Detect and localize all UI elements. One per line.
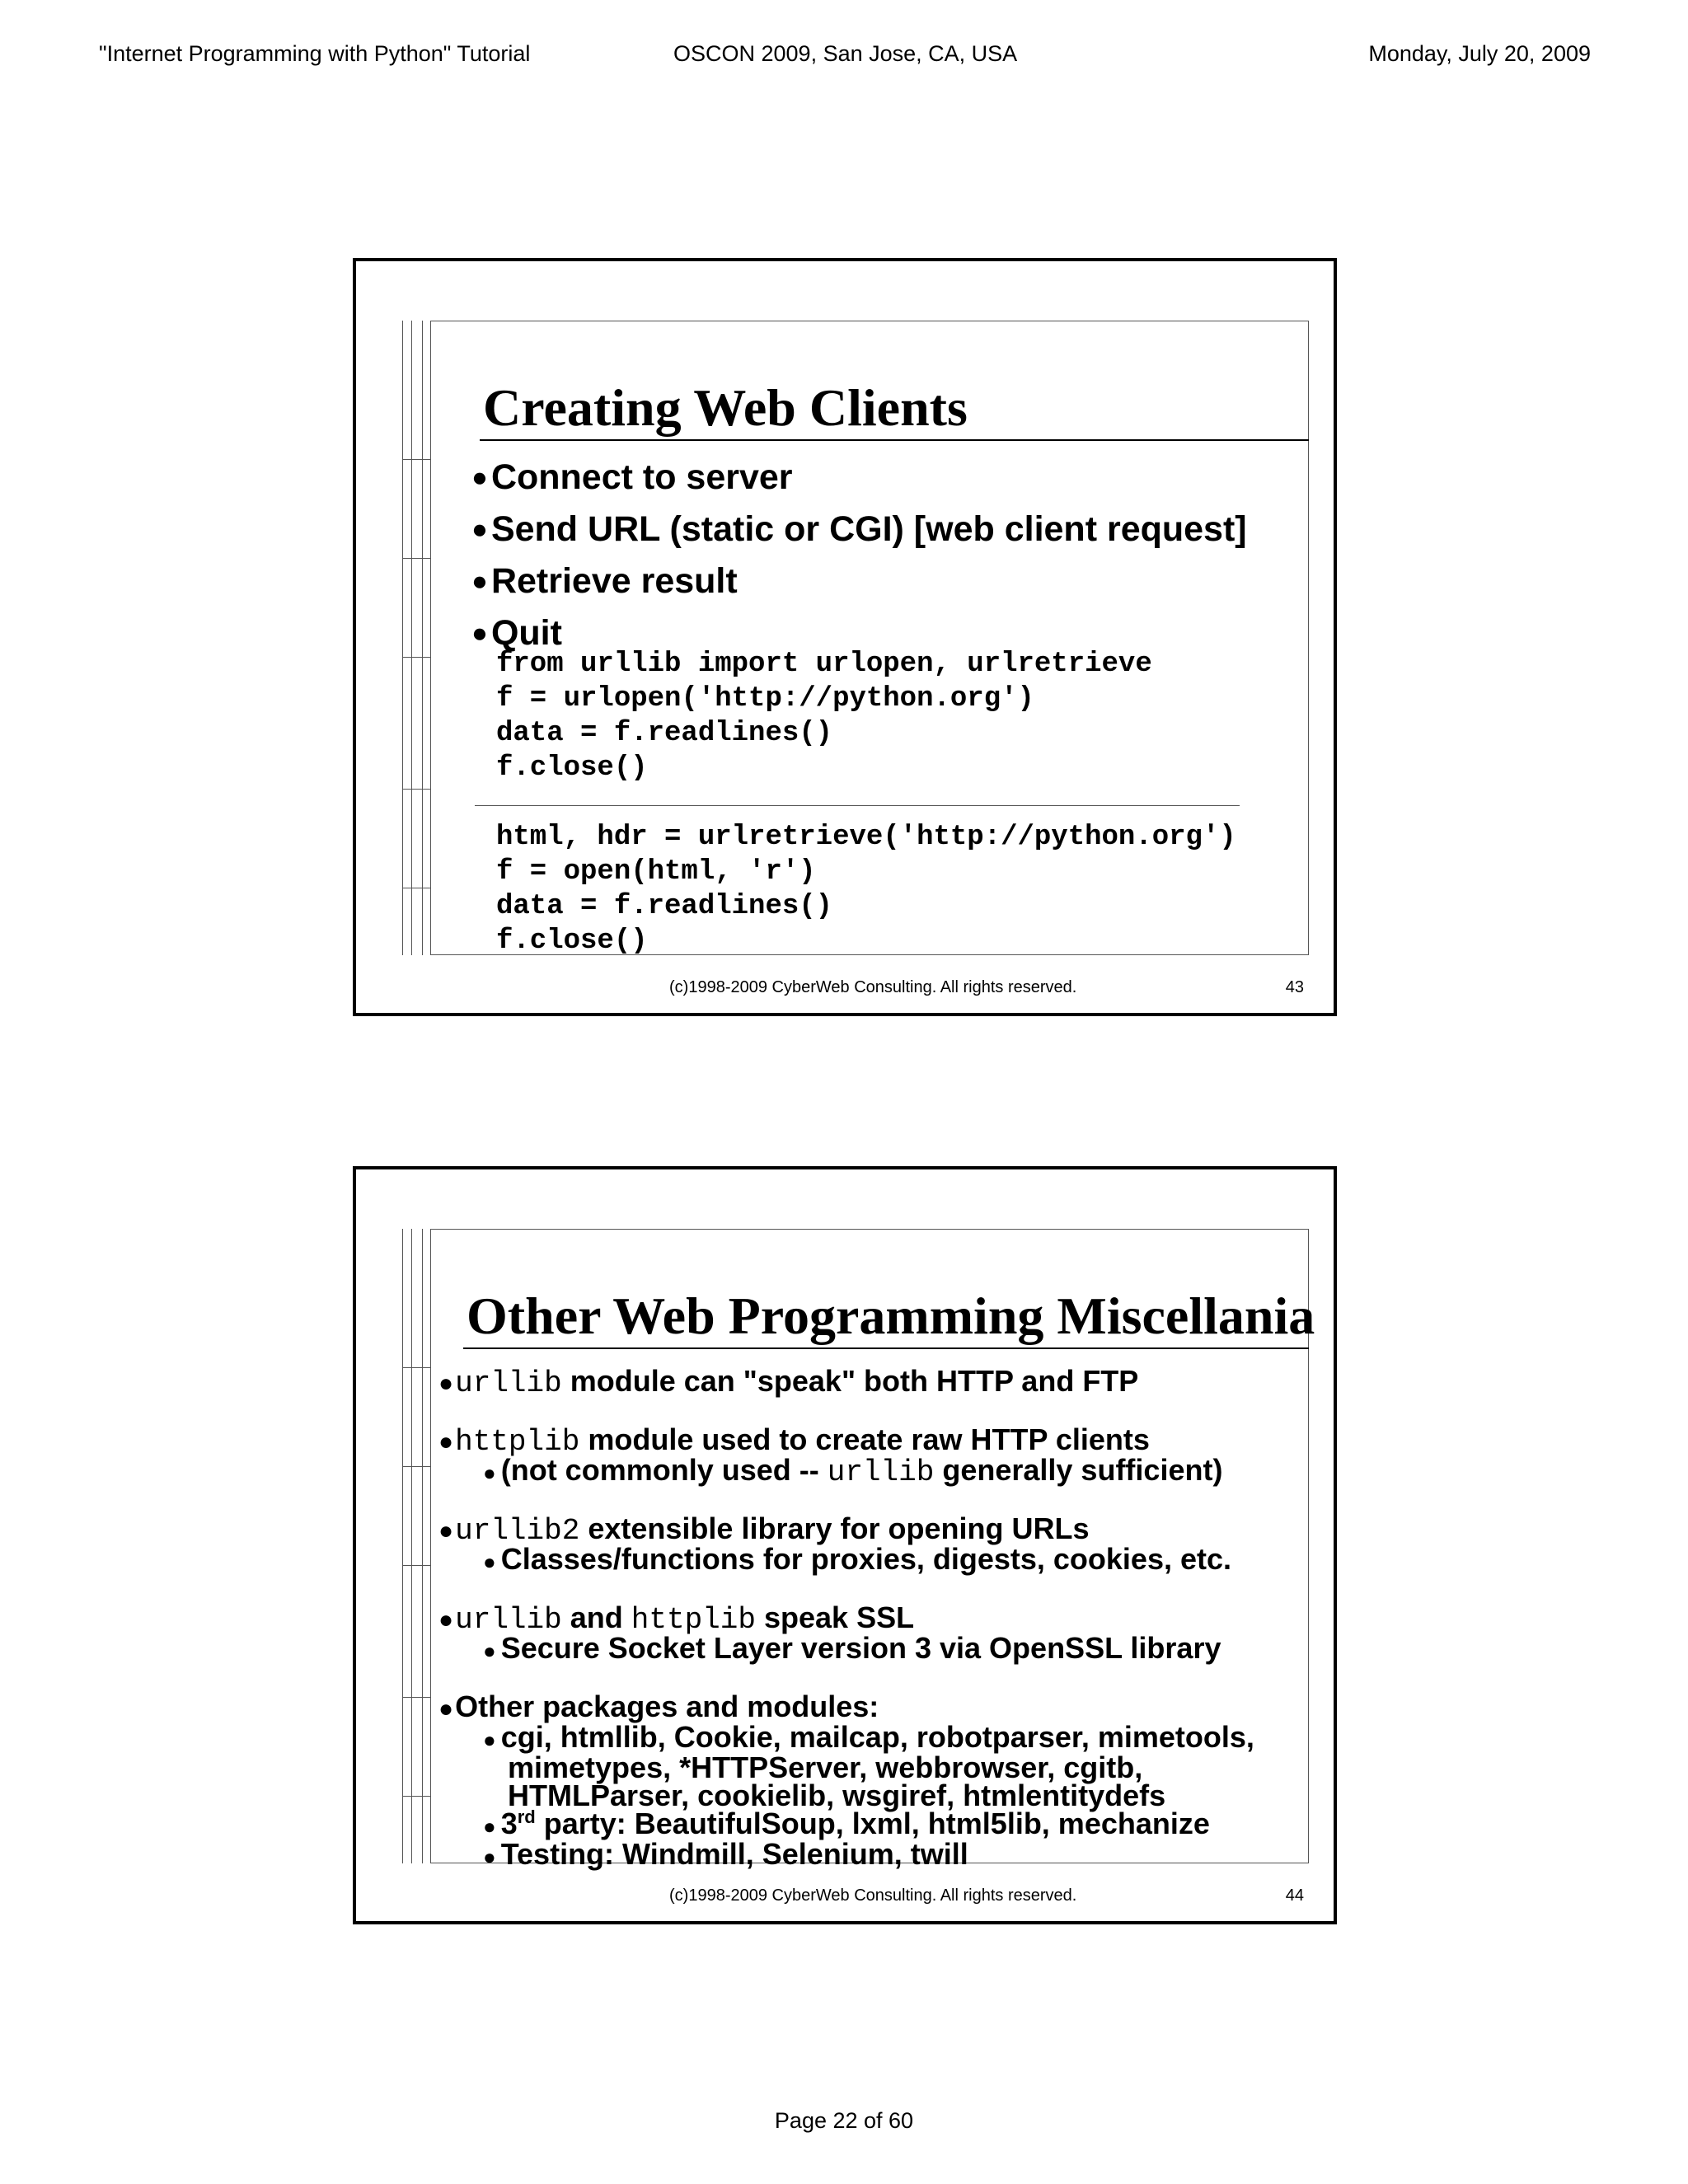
sub-item <box>483 1453 1296 1489</box>
slide-title: Creating Web Clients <box>480 377 1309 441</box>
item-text: module can "speak" both HTTP and FTP <box>561 1364 1139 1398</box>
bullet-list <box>438 1364 1296 1899</box>
code-term: urllib <box>455 1366 562 1400</box>
slide-decoration <box>402 558 430 559</box>
slide-number: 43 <box>1285 978 1304 996</box>
item-lead <box>438 1690 879 1723</box>
slide-decoration <box>402 1229 403 1863</box>
slide-decoration <box>402 321 403 955</box>
list-item <box>438 1690 1296 1871</box>
code-term: urllib <box>827 1455 935 1489</box>
list-item: ● Retrieve result <box>471 556 1247 608</box>
item-lead <box>438 1364 1138 1398</box>
list-item <box>438 1364 1296 1400</box>
slide-43 <box>353 258 1337 1016</box>
slide-decoration <box>422 321 423 955</box>
code-term: urllib <box>455 1603 562 1637</box>
slide-44 <box>353 1166 1337 1924</box>
bullet-list <box>471 452 1247 660</box>
sub-item: ● Testing: Windmill, Selenium, twill <box>483 1840 1296 1871</box>
slide-decoration <box>402 459 430 460</box>
slide-decoration <box>411 321 412 955</box>
header-center: OSCON 2009, San Jose, CA, USA <box>673 41 1018 66</box>
code-term: httplib <box>631 1603 756 1637</box>
list-item <box>438 1601 1296 1665</box>
slide-number: 44 <box>1285 1886 1304 1905</box>
slide-decoration <box>402 1697 430 1698</box>
item-lead <box>438 1422 1150 1459</box>
slide-footer: (c)1998-2009 CyberWeb Consulting. All rights reserved. <box>669 978 1077 996</box>
item-lead <box>438 1511 1090 1548</box>
sub-item <box>483 1807 1296 1840</box>
item-text: Other packages and modules: <box>455 1690 879 1723</box>
code-term: urllib2 <box>455 1514 580 1548</box>
slide-footer: (c)1998-2009 CyberWeb Consulting. All rights reserved. <box>669 1886 1077 1905</box>
list-item <box>438 1422 1296 1489</box>
slide-decoration <box>422 1229 423 1863</box>
sub-item: ● cgi, htmllib, Cookie, mailcap, robotparser, mimetools, <box>483 1723 1296 1754</box>
code-block-urlretrieve: html, hdr = urlretrieve('http://python.org') f = open(html, 'r') data = f.readlines() f.close() <box>496 822 1236 957</box>
header-right: Monday, July 20, 2009 <box>1368 41 1591 66</box>
sub-item-continuation: HTMLParser, cookielib, wsgiref, htmlentitydefs <box>508 1779 1166 1812</box>
slide-decoration <box>402 1466 430 1467</box>
list-item: ● Send URL (static or CGI) [web client request] <box>471 504 1247 556</box>
list-item <box>438 1511 1296 1576</box>
slide-decoration <box>402 657 430 658</box>
list-item: ● Connect to server <box>471 452 1247 504</box>
header-left: "Internet Programming with Python" Tutorial <box>99 41 531 66</box>
sub-item-text: party: BeautifulSoup, lxml, html5lib, mechanize <box>535 1807 1210 1840</box>
sub-item-continuation: mimetypes, *HTTPServer, webbrowser, cgitb, <box>508 1750 1143 1784</box>
code-block-urlopen: from urllib import urlopen, urlretrieve f = urlopen('http://python.org') data = f.readlines() f.close() <box>496 649 1152 784</box>
item-text: extensible library for opening URLs <box>579 1511 1090 1545</box>
page-number: Page 22 of 60 <box>774 2108 914 2133</box>
slide-decoration <box>411 1229 412 1863</box>
list-item: ● Quit <box>471 608 1247 660</box>
slide-decoration <box>402 1796 430 1797</box>
slide-decoration <box>402 1565 430 1566</box>
sub-item-text: (not commonly used -- <box>500 1453 828 1487</box>
item-text: and <box>561 1601 631 1634</box>
code-term: httplib <box>455 1425 580 1459</box>
sub-item-text: 3 <box>500 1807 518 1840</box>
superscript: rd <box>517 1807 536 1827</box>
slide-decoration <box>402 1367 430 1368</box>
sub-item: ● Classes/functions for proxies, digests, cookies, etc. <box>483 1545 1296 1576</box>
code-divider <box>475 805 1240 806</box>
sub-item: ● Secure Socket Layer version 3 via OpenSSL library <box>483 1634 1296 1665</box>
slide-decoration <box>402 789 430 790</box>
item-text: module used to create raw HTTP clients <box>579 1422 1150 1456</box>
item-text: speak SSL <box>756 1601 915 1634</box>
item-lead <box>438 1601 915 1637</box>
slide-title: Other Web Programming Miscellania <box>463 1285 1309 1349</box>
sub-item-text: generally sufficient) <box>934 1453 1223 1487</box>
